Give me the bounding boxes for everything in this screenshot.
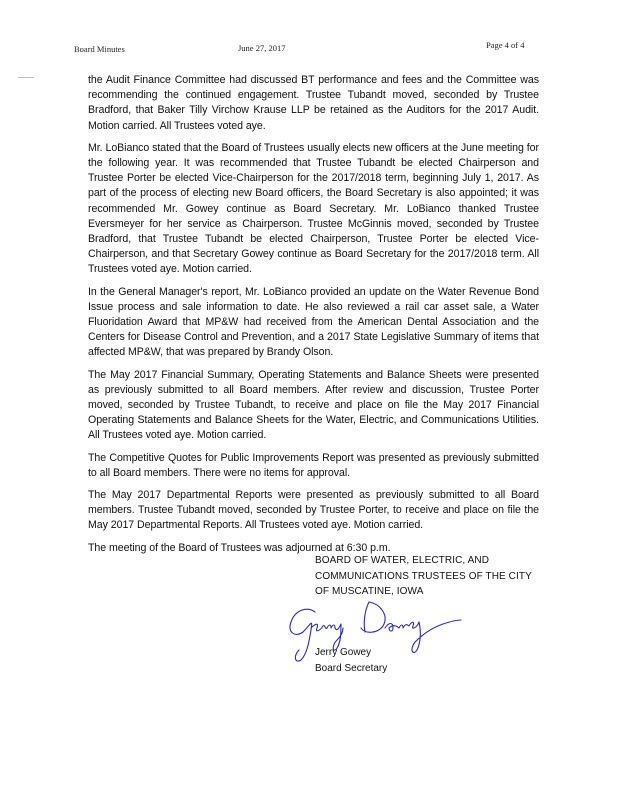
page-header [0, 40, 618, 54]
paragraph-audit: the Audit Finance Committee had discussed BT performance and fees and the Committee was recommending the continued engagement. Trustee Tubandt moved, seconded by Trustee Bradford, that Baker Tilly Virchow Krause LLP be retained as the Auditors for the 2017 Audit. Motion carried. All Trustees voted aye. [88, 74, 539, 132]
closing-line: BOARD OF WATER, ELECTRIC, AND [315, 555, 490, 566]
signer-name: Jerry Gowey [315, 647, 372, 658]
paragraph-competitive-quotes: The Competitive Quotes for Public Improvements Report was presented as previously submitted to all Board members. There were no items for approval. [88, 451, 539, 479]
paragraph-officer-election: Mr. LoBianco stated that the Board of Trustees usually elects new officers at the June meeting for the following year. It was recommended that Trustee Tubandt be elected Chairperson and Trustee Porter be elected Vice-Chairperson for the 2017/2018 term, beginning July 1, 2017. As part of the process of electing new Board officers, the Board Secretary is also appointed; it was recommended Mr. Gowey continue as Board Secretary. Mr. LoBianco thanked Trustee Eversmeyer for her service as Chairperson. Trustee McGinnis moved, seconded by Trustee Bradford, that Trustee Tubandt be elected Chairperson, Trustee Porter be elected Vice-Chairperson, and that Secretary Gowey continue as Board Secretary for the 2017/2018 term. All Trustees voted aye. Motion carried. [88, 141, 539, 276]
header-page-number: Page 4 of 4 [486, 40, 525, 50]
paragraph-departmental-reports: The May 2017 Departmental Reports were presented as previously submitted to all Board members. Trustee Tubandt moved, seconded by Trustee Porter, to receive and place on file the May 2017 Departmental Reports. All Trustees voted aye. Motion carried. [88, 489, 539, 532]
minutes-body [88, 73, 539, 563]
paragraph-financial-summary: The May 2017 Financial Summary, Operating Statements and Balance Sheets were presented as previously submitted to all Board members. After review and discussion, Trustee Porter moved, seconded by Trustee Tubandt, to receive and place on file the May 2017 Financial Operating Statements and Balance Sheets for the Water, Electric, and Communications Utilities. All Trustees voted aye. Motion carried. [88, 368, 539, 442]
closing-line: OF MUSCATINE, IOWA [315, 586, 424, 597]
header-date: June 27, 2017 [238, 43, 286, 53]
header-document-title: Board Minutes [74, 44, 125, 54]
closing-line: COMMUNICATIONS TRUSTEES OF THE CITY [315, 570, 532, 582]
signer-title: Board Secretary [315, 662, 388, 674]
paragraph-general-manager-report: In the General Manager's report, Mr. LoBianco provided an update on the Water Revenue Bond Issue process and sale information to date. He also reviewed a rail car asset sale, a Water Fluoridation Award that MP&W had received from the American Dental Association and the Centers for Disease Control and Prevention, and a 2017 State Legislative Summary of items that affected MP&W, that was prepared by Brandy Olson. [88, 285, 539, 359]
signer-block [315, 645, 387, 676]
paragraph-adjournment: The meeting of the Board of Trustees was adjourned at 6:30 p.m. [88, 541, 391, 554]
closing-block [315, 553, 532, 600]
margin-mark [18, 77, 34, 78]
